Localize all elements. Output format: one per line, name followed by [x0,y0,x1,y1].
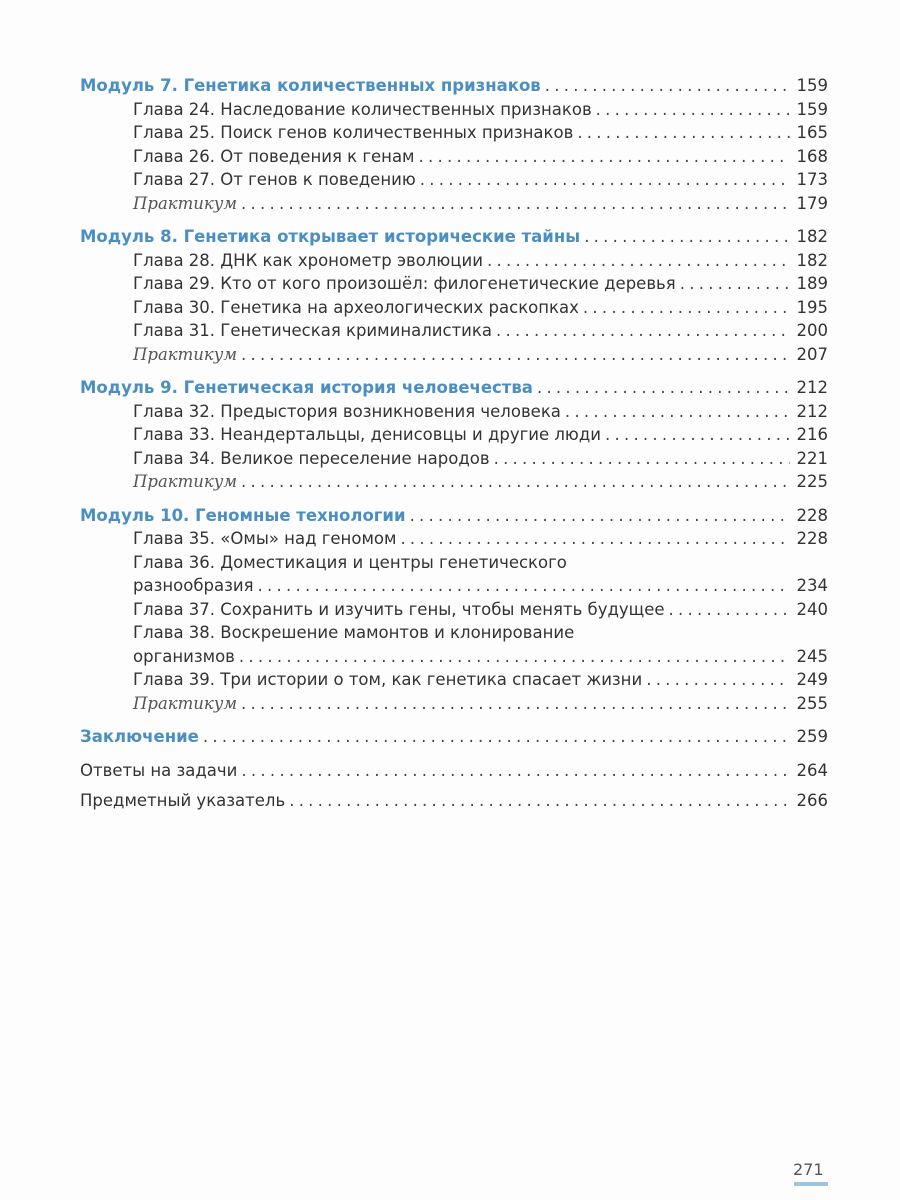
entry-title: Практикум [133,344,238,364]
entry-title: Глава 27. От генов к поведению [133,170,416,189]
module-group [80,378,828,496]
entry-title: Модуль 7. Генетика количественных признаков [80,76,541,95]
entry-page: 168 [796,146,828,166]
practicum-entry [80,345,828,369]
entry-page: 266 [796,790,828,810]
module-heading [80,506,828,530]
dot-leader [584,227,790,246]
extra-entry [80,761,828,791]
entry-title: Ответы на задачи [80,760,238,780]
entry-title: Глава 38. Воскрешение мамонтов и клонирование [133,623,575,642]
chapter-entry [80,425,828,449]
entry-title: Предметный указатель [80,790,286,810]
entry-title: Глава 34. Великое переселение народов [133,448,490,468]
entry-page: 259 [796,727,828,746]
entry-title: Модуль 8. Генетика открывает исторические тайны [80,227,581,246]
entry-title: Глава 37. Сохранить и изучить гены, чтобы менять будущее [133,599,665,619]
entry-page: 212 [796,378,828,397]
dot-leader [241,345,790,364]
entry-title: Модуль 10. Геномные технологии [80,505,406,525]
dot-leader [680,274,790,293]
dot-leader [258,576,790,595]
dot-leader [241,761,790,780]
entry-page: 245 [796,646,828,666]
chapter-entry-continued [80,576,828,600]
entry-page: 228 [796,529,828,548]
dot-leader [565,402,790,421]
entry-title: Глава 35. «Омы» над геномом [133,529,397,548]
dot-leader [605,425,790,444]
dot-leader [241,694,790,713]
module-group [80,506,828,718]
chapter-entry [80,123,828,147]
entry-title: разнообразия [133,576,254,595]
chapter-entry [80,147,828,171]
entry-title: Практикум [133,693,238,713]
entry-title: Глава 39. Три истории о том, как генетика спасает жизни [133,670,643,689]
module-group [80,76,828,217]
chapter-entry [80,670,828,694]
entry-title: Глава 30. Генетика на археологических раскопках [133,297,579,317]
conclusion-heading [80,727,828,751]
dot-leader [420,170,790,189]
chapter-entry [80,553,828,577]
dot-leader [239,647,790,666]
chapter-entry [80,529,828,553]
dot-leader [241,472,790,491]
dot-leader [669,600,790,619]
entry-page: 200 [796,321,828,340]
entry-page: 189 [796,274,828,293]
page-number-bar [794,1182,828,1186]
chapter-entry [80,170,828,194]
entry-page: 234 [796,576,828,595]
chapter-entry [80,449,828,473]
entry-title: Глава 24. Наследование количественных признаков [133,99,592,119]
module-heading [80,76,828,100]
entry-title: Глава 29. Кто от кого произошёл: филогенетические деревья [133,274,676,293]
entry-page: 255 [796,693,828,713]
entry-title: Модуль 9. Генетическая история человечества [80,378,533,397]
dot-leader [400,529,790,548]
practicum-entry [80,194,828,218]
practicum-entry [80,694,828,718]
entry-title: Глава 25. Поиск генов количественных признаков [133,123,574,142]
entry-title: Глава 33. Неандертальцы, денисовцы и другие люди [133,425,601,444]
entry-title: Глава 28. ДНК как хронометр эволюции [133,250,483,270]
chapter-entry [80,274,828,298]
dot-leader [419,147,790,166]
entry-page: 182 [796,227,828,246]
entry-title: организмов [133,646,235,666]
dot-leader [241,194,790,213]
dot-leader [487,251,790,270]
dot-leader [596,100,790,119]
entry-page: 159 [796,76,828,95]
entry-page: 173 [796,170,828,189]
entry-title: Глава 32. Предыстория возникновения человека [133,401,561,421]
dot-leader [494,449,790,468]
entry-page: 240 [796,599,828,619]
chapter-entry [80,298,828,322]
dot-leader [545,76,790,95]
entry-page: 249 [796,670,828,689]
entry-title: Глава 31. Генетическая криминалистика [133,321,492,340]
practicum-entry [80,472,828,496]
entry-title: Глава 36. Доместикация и центры генетического [133,552,567,572]
dot-leader [537,378,790,397]
chapter-entry [80,251,828,275]
entry-page: 195 [796,297,828,317]
entry-page: 207 [796,344,828,364]
dot-leader [577,123,790,142]
module-heading [80,378,828,402]
page-number: 271 [793,1160,824,1179]
entry-page: 159 [796,99,828,119]
dot-leader [496,321,790,340]
entry-title: Заключение [80,727,199,746]
entry-page: 221 [796,448,828,468]
entry-title: Практикум [133,472,238,491]
chapter-entry-continued [80,647,828,671]
extra-entry [80,791,828,821]
entry-page: 165 [796,123,828,142]
module-heading [80,227,828,251]
entry-page: 216 [796,425,828,444]
chapter-entry [80,321,828,345]
entry-page: 182 [796,250,828,270]
chapter-entry [80,600,828,624]
entry-title: Глава 26. От поведения к генам [133,146,415,166]
entry-page: 179 [796,193,828,213]
dot-leader [289,791,790,810]
entry-page: 212 [796,401,828,421]
chapter-entry [80,100,828,124]
table-of-contents [80,76,828,821]
dot-leader [410,506,790,525]
conclusion-group [80,727,828,751]
chapter-entry [80,623,828,647]
dot-leader [203,727,790,746]
entry-title: Практикум [133,193,238,213]
dot-leader [583,298,790,317]
entry-page: 264 [796,760,828,780]
dot-leader [646,670,790,689]
entry-page: 228 [796,505,828,525]
chapter-entry [80,402,828,426]
module-group [80,227,828,368]
entry-page: 225 [796,472,828,491]
